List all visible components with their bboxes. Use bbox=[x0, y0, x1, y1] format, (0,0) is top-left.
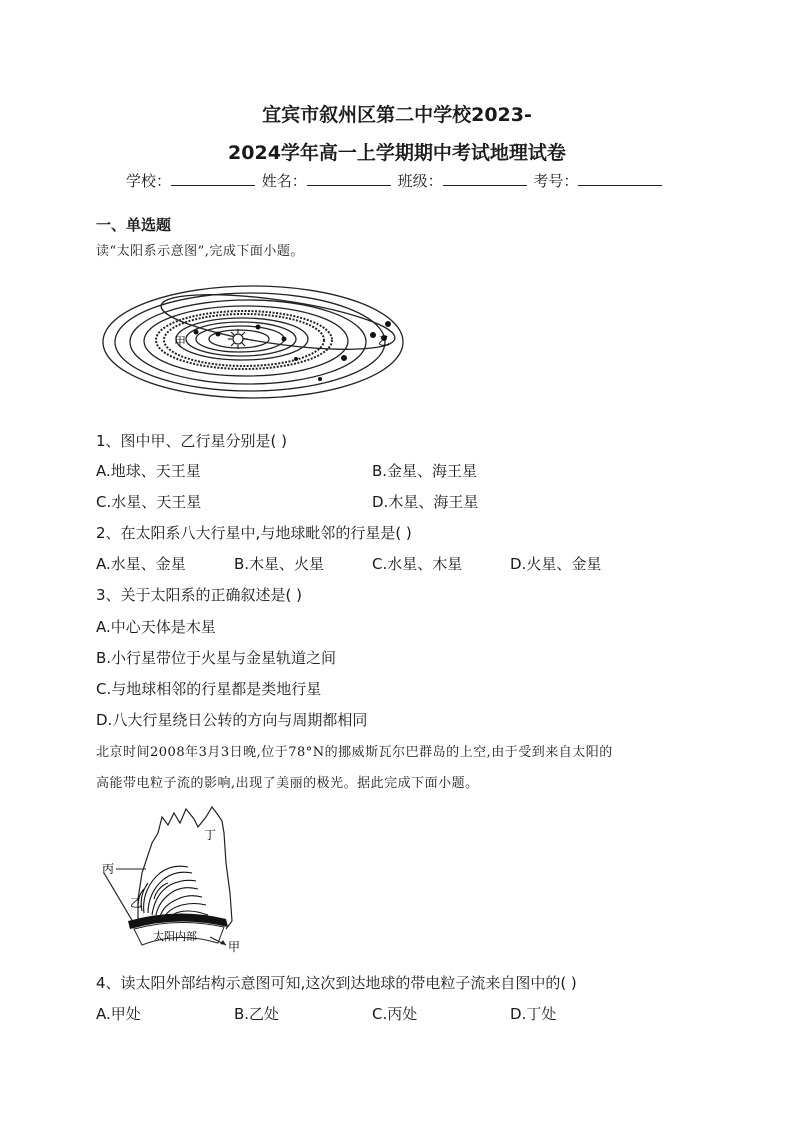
label-sun-interior: 太阳内部 bbox=[153, 930, 197, 943]
q1-option-d[interactable]: D.木星、海王星 bbox=[372, 493, 479, 511]
q3-option-c[interactable]: C.与地球相邻的行星都是类地行星 bbox=[96, 680, 322, 698]
chromosphere-flares bbox=[138, 866, 208, 917]
name-blank[interactable] bbox=[307, 171, 391, 186]
school-label: 学校： bbox=[126, 172, 172, 190]
label-jia-2: 甲 bbox=[228, 940, 241, 954]
q1-option-c[interactable]: C.水星、天王星 bbox=[96, 493, 202, 511]
group1-intro: 读“太阳系示意图”,完成下面小题。 bbox=[96, 244, 304, 259]
section-title: 一、单选题 bbox=[96, 216, 172, 234]
label-bing: 丙 bbox=[102, 862, 115, 876]
class-label: 班级： bbox=[397, 172, 443, 190]
planet-dot bbox=[370, 332, 376, 338]
planet-dot bbox=[194, 330, 199, 335]
label-jia: 甲 bbox=[174, 335, 187, 349]
sun-icon bbox=[228, 329, 248, 349]
q3-option-d[interactable]: D.八大行星绕日公转的方向与周期都相同 bbox=[96, 711, 368, 729]
label-ding: 丁 bbox=[204, 828, 217, 842]
question-4-stem: 4、读太阳外部结构示意图可知,这次到达地球的带电粒子流来自图中的( ) bbox=[96, 974, 577, 992]
planet-dot bbox=[282, 337, 287, 342]
planet-dot bbox=[256, 325, 261, 330]
solar-system-figure bbox=[98, 282, 408, 417]
question-2-stem: 2、在太阳系八大行星中,与地球毗邻的行星是( ) bbox=[96, 524, 412, 542]
q3-option-a[interactable]: A.中心天体是木星 bbox=[96, 618, 216, 636]
label-yi-2: 乙 bbox=[130, 896, 143, 910]
q2-option-c[interactable]: C.水星、木星 bbox=[372, 555, 463, 573]
group2-intro-line2: 高能带电粒子流的影响,出现了美丽的极光。据此完成下面小题。 bbox=[96, 776, 479, 791]
exam-title-line2: 2024学年高一上学期期中考试地理试卷 bbox=[228, 142, 566, 164]
name-label: 姓名： bbox=[261, 172, 307, 190]
q2-option-b[interactable]: B.木星、火星 bbox=[234, 555, 325, 573]
q4-option-a[interactable]: A.甲处 bbox=[96, 1005, 141, 1023]
exam-number-label: 考号： bbox=[533, 172, 579, 190]
exam-number-blank[interactable] bbox=[578, 171, 662, 186]
class-blank[interactable] bbox=[443, 171, 527, 186]
sun-structure-figure bbox=[98, 803, 248, 955]
q4-option-d[interactable]: D.丁处 bbox=[510, 1005, 557, 1023]
q4-option-c[interactable]: C.丙处 bbox=[372, 1005, 418, 1023]
q4-option-b[interactable]: B.乙处 bbox=[234, 1005, 280, 1023]
group2-intro-line1: 北京时间2008年3月3日晚,位于78°N的挪威斯瓦尔巴群岛的上空,由于受到来自太阳的 bbox=[96, 745, 613, 760]
planet-dot bbox=[341, 355, 347, 361]
label-yi: 乙 bbox=[378, 334, 391, 348]
q2-option-d[interactable]: D.火星、金星 bbox=[510, 555, 602, 573]
planet-dot bbox=[294, 357, 298, 361]
q1-option-b[interactable]: B.金星、海王星 bbox=[372, 462, 478, 480]
orbit-neptune bbox=[103, 286, 403, 398]
q1-option-a[interactable]: A.地球、天王星 bbox=[96, 462, 201, 480]
q3-option-b[interactable]: B.小行星带位于火星与金星轨道之间 bbox=[96, 649, 337, 667]
exam-title-line1: 宜宾市叙州区第二中学校2023- bbox=[262, 104, 532, 126]
question-3-stem: 3、关于太阳系的正确叙述是( ) bbox=[96, 586, 303, 604]
planet-dot bbox=[318, 377, 322, 381]
school-blank[interactable] bbox=[171, 171, 255, 186]
question-1-stem: 1、图中甲、乙行星分别是( ) bbox=[96, 432, 288, 450]
planet-dot bbox=[216, 332, 221, 337]
student-info-row bbox=[126, 170, 664, 191]
q2-option-a[interactable]: A.水星、金星 bbox=[96, 555, 186, 573]
planet-dot bbox=[385, 321, 391, 327]
